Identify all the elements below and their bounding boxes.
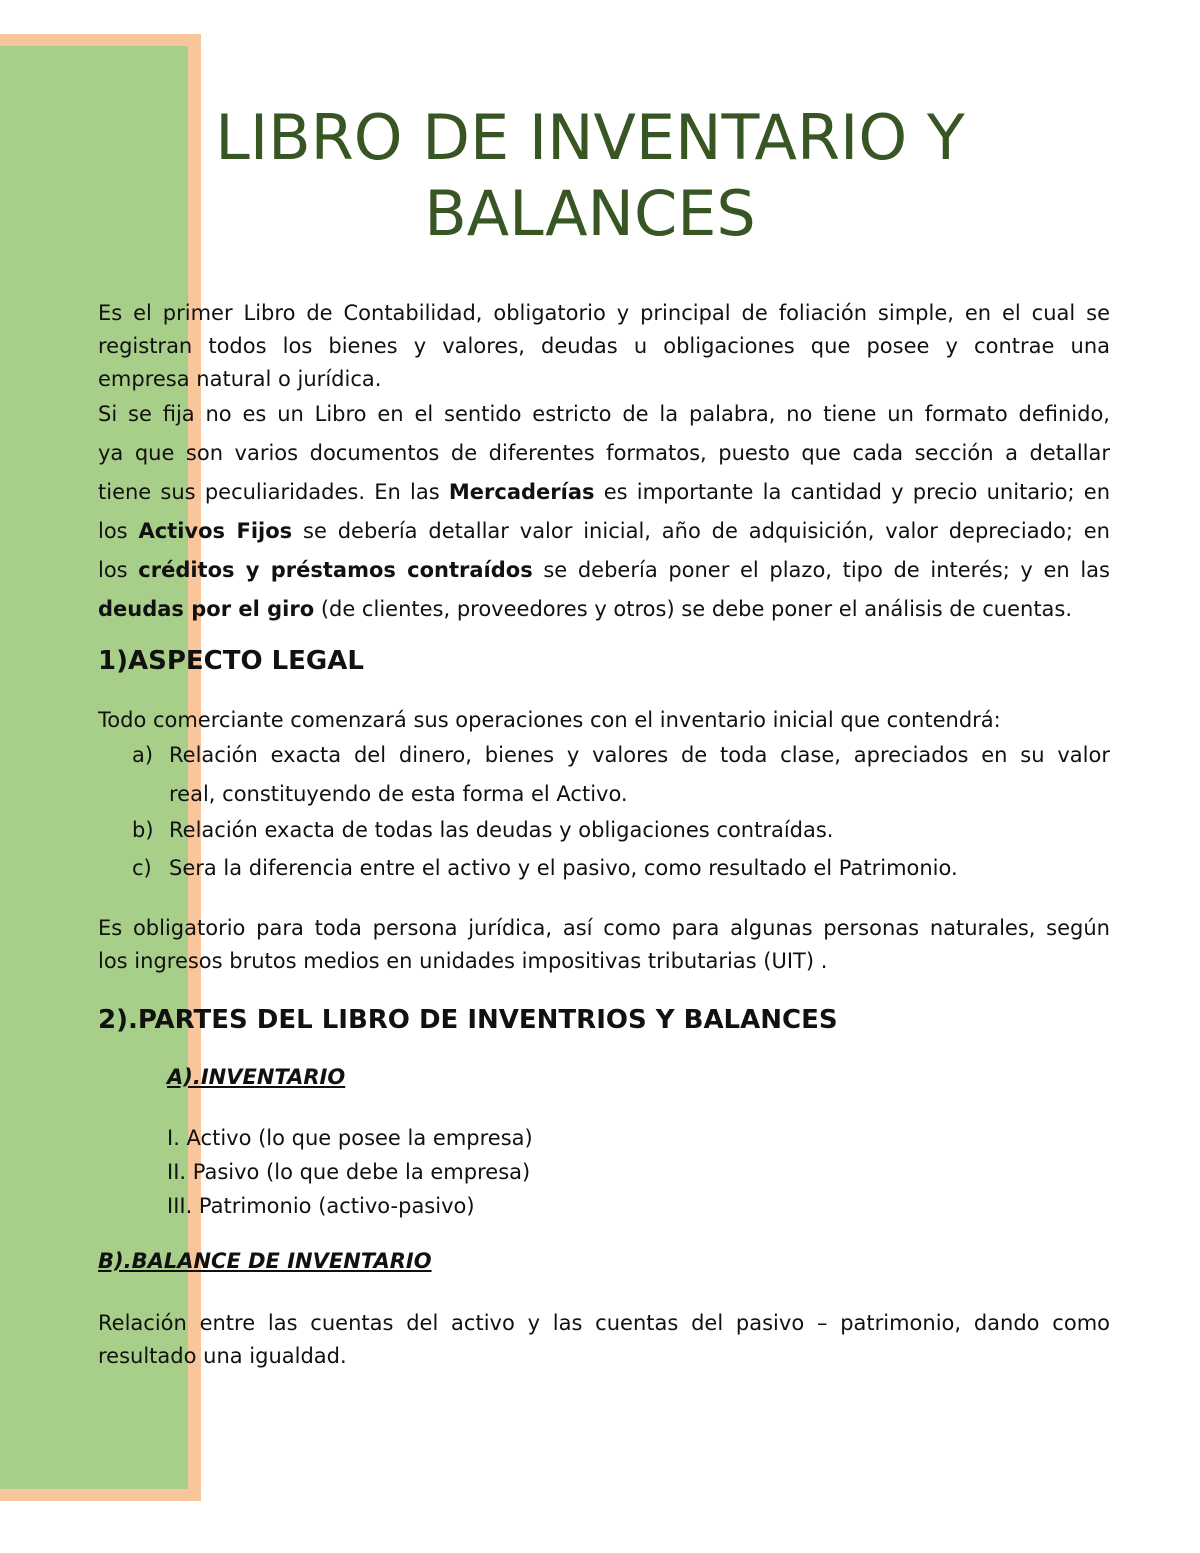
term-deudas-giro: deudas por el giro (98, 597, 315, 621)
explanation-paragraph (98, 395, 1110, 629)
explanation-line: los créditos y préstamos contraídos se debería poner el plazo, tipo de interés; y en las (98, 558, 1110, 582)
explanation-line: ya que son varios documentos de diferentes formatos, puesto que cada sección a detallar (98, 441, 1110, 465)
list-item-text: Relación exacta del dinero, bienes y valores de toda clase, apreciados en su valor real, constituyendo de esta forma el Activo. (169, 743, 1110, 806)
section-1-heading: 1)ASPECTO LEGAL (98, 646, 364, 676)
list-item (132, 736, 1110, 814)
list-item: III. Patrimonio (activo-pasivo) (167, 1194, 475, 1218)
intro-paragraph (98, 297, 1110, 396)
section-1-note: Es obligatorio para toda persona jurídica, así como para algunas personas naturales, según los ingresos brutos medios en unidades impositivas tributarias (UIT) . (98, 916, 1110, 973)
explanation-line: tiene sus peculiaridades. En las Mercaderías es importante la cantidad y precio unitario; en (98, 480, 1111, 504)
document-title (120, 100, 1060, 252)
list-marker: a) (132, 743, 154, 767)
list-marker: b) (132, 818, 154, 842)
list-item (132, 852, 1110, 884)
list-item (132, 814, 1110, 846)
subsection-a-heading: A).INVENTARIO (167, 1065, 346, 1089)
section-1-lead: Todo comerciante comenzará sus operaciones con el inventario inicial que contendrá: (98, 708, 1001, 732)
explanation-line: los Activos Fijos se debería detallar valor inicial, año de adquisición, valor depreciado; en (98, 519, 1110, 543)
subsection-b-heading: B).BALANCE DE INVENTARIO (98, 1249, 432, 1273)
inventory-list (167, 1121, 867, 1223)
list-item-text: Relación exacta de todas las deudas y obligaciones contraídas. (169, 818, 834, 842)
title-line-2: BALANCES (424, 177, 756, 250)
intro-line: Es el primer Libro de Contabilidad, obligatorio y principal de foliación simple, en el cual se (98, 301, 1110, 325)
section-2-heading: 2).PARTES DEL LIBRO DE INVENTRIOS Y BALANCES (98, 1005, 838, 1035)
explanation-line: Si se fija no es un Libro en el sentido estricto de la palabra, no tiene un formato definido, (98, 402, 1110, 426)
term-creditos: créditos y préstamos contraídos (138, 558, 533, 582)
subsection-b-text: Relación entre las cuentas del activo y las cuentas del pasivo – patrimonio, dando como resultado una igualdad. (98, 1311, 1110, 1368)
term-mercaderias: Mercaderías (448, 480, 595, 504)
list-item-text: Sera la diferencia entre el activo y el pasivo, como resultado el Patrimonio. (169, 856, 958, 880)
explanation-line: deudas por el giro (de clientes, proveedores y otros) se debe poner el análisis de cuentas. (98, 597, 1073, 621)
list-marker: c) (132, 856, 152, 880)
intro-line: registran todos los bienes y valores, deudas u obligaciones que posee y contrae una (98, 334, 1110, 358)
intro-line: empresa natural o jurídica. (98, 367, 382, 391)
term-activos-fijos: Activos Fijos (138, 519, 293, 543)
title-line-1: LIBRO DE INVENTARIO Y (215, 101, 965, 174)
list-item: II. Pasivo (lo que debe la empresa) (167, 1160, 531, 1184)
list-item: I. Activo (lo que posee la empresa) (167, 1126, 533, 1150)
